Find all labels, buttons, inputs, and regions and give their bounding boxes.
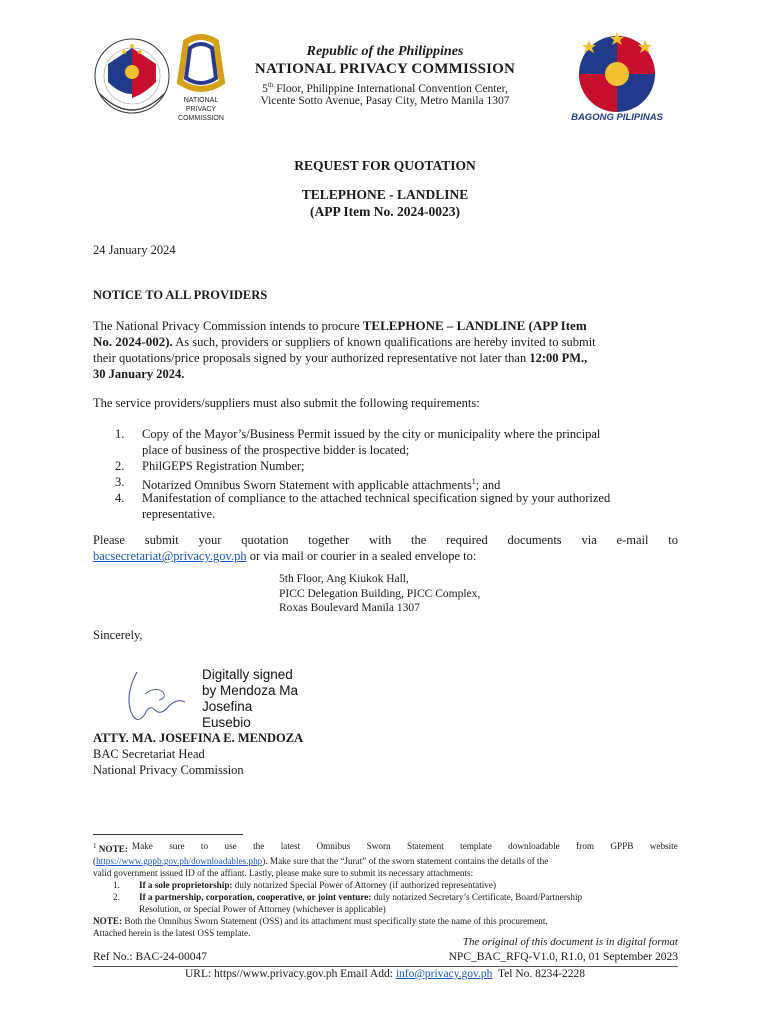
npc-logo-text-2: PRIVACY bbox=[185, 106, 217, 113]
submit-word: submit bbox=[144, 533, 179, 547]
requirements-intro: The service providers/suppliers must also submit the following requirements: bbox=[93, 396, 480, 410]
philippine-seal-logo bbox=[92, 34, 172, 120]
document-code: NPC_BAC_RFQ-V1.0, R1.0, 01 September 2023 bbox=[448, 951, 678, 963]
footnote-ref: 1 bbox=[471, 477, 476, 486]
submit-word: your bbox=[198, 533, 222, 547]
notice-heading: NOTICE TO ALL PROVIDERS bbox=[93, 288, 268, 302]
requirement-number: 2. bbox=[115, 459, 125, 473]
submit-word: together bbox=[308, 533, 350, 547]
footnote-line3: valid government issued ID of the affiant. Lastly, please make sure to submit its necessary attachments: bbox=[93, 868, 474, 879]
digital-signature-block bbox=[202, 667, 298, 731]
submit-word: Please bbox=[93, 533, 125, 547]
header-address-line2: Vicente Sotto Avenue, Pasay City, Metro Manila 1307 bbox=[260, 95, 510, 107]
intro-text-2: As such, providers or suppliers of known qualifications are hereby invited to submit bbox=[172, 335, 596, 349]
header-republic: Republic of the Philippines bbox=[306, 44, 464, 59]
intro-text-3: their quotations/price proposals signed by your authorized representative not later than bbox=[93, 351, 530, 365]
header-address-line1: 5th Floor, Philippine International Convention Center, bbox=[262, 81, 508, 95]
app-item-number: (APP Item No. 2024-0023) bbox=[310, 204, 460, 219]
mailing-address-line: Roxas Boulevard Manila 1307 bbox=[279, 602, 420, 614]
digital-signature-line: Josefina bbox=[202, 699, 253, 714]
intro-deadline-time: 12:00 PM., bbox=[529, 351, 588, 365]
footer-contact bbox=[0, 968, 770, 980]
footer-tel: Tel No. 8234-2228 bbox=[492, 968, 585, 980]
document-date: 24 January 2024 bbox=[93, 243, 176, 257]
bac-email-link[interactable]: bacsecretariat@privacy.gov.ph bbox=[93, 549, 247, 563]
submit-word: e-mail bbox=[616, 533, 649, 547]
signatory-office: National Privacy Commission bbox=[93, 763, 244, 777]
handwritten-signature bbox=[115, 664, 195, 730]
mailing-address bbox=[279, 572, 480, 616]
submit-word: quotation bbox=[241, 533, 289, 547]
requirement-text: Notarized Omnibus Sworn Statement with applicable attachments$^1$; and bbox=[142, 477, 501, 493]
intro-text-1: The National Privacy Commission intends to procure bbox=[93, 319, 363, 333]
intro-item-bold: TELEPHONE – LANDLINE (APP Item bbox=[362, 318, 587, 333]
submit-word: documents bbox=[507, 533, 562, 547]
npc-logo-text-3: COMMISSION bbox=[178, 115, 224, 122]
requirement-number: 3. bbox=[115, 475, 125, 489]
submit-word: the bbox=[411, 533, 427, 547]
requirement-number: 4. bbox=[115, 491, 125, 505]
npc-logo-text-1: NATIONAL bbox=[183, 97, 219, 104]
signatory-position: BAC Secretariat Head bbox=[93, 747, 205, 761]
requirement-text: Manifestation of compliance to the attached technical specification signed by your authorized representative. bbox=[142, 491, 611, 521]
footnote-separator bbox=[93, 834, 243, 835]
submit-instructions-line1 bbox=[93, 532, 678, 548]
submit-word: to bbox=[668, 533, 678, 547]
footnote: $^1$ NOTE: Make sure to use the latest Omnibus Sworn Statement template downloadable from GPPB website (https://www.gppb.gov.ph/downloadables.php). Make sure that the “Jurat” of the sworn statement contains the details of the valid government issued ID of the affiant. Lastly, please make sure to submit its necessary attachments: 1. If a sole proprietorship: duly notarized Special Power of Attorney (if authorized representative) 2. If a partnership, corporation, cooperative, or joint venture: duly notarized Secretary’s Certificate, Board/Partnership Resolution, or Special Power of Attorney (whichever is applicable) NOTE: Both the Omnibus Sworn Statement (OSS) and its attachment must specifically state the name of this procurement. Attached herein is the latest OSS template. bbox=[93, 841, 678, 939]
submit-instructions-line2 bbox=[93, 548, 476, 564]
bagong-pilipinas-text: BAGONG PILIPINAS bbox=[571, 112, 663, 123]
footnote-line2: ). Make sure that the “Jurat” of the sworn statement contains the details of the bbox=[262, 856, 549, 867]
header-agency-name: NATIONAL PRIVACY COMMISSION bbox=[254, 61, 516, 77]
submit-word: with bbox=[369, 533, 392, 547]
footer-url: URL: https//www.privacy.gov.ph Email Add: bbox=[184, 968, 396, 980]
item-title: TELEPHONE - LANDLINE bbox=[301, 187, 469, 202]
digital-signature-line: by Mendoza Ma bbox=[202, 683, 299, 698]
requirement-text: Copy of the Mayor’s/Business Permit issued by the city or municipality where the principal place of business of the prospective bidder is located; bbox=[142, 427, 601, 457]
reference-number: Ref No.: BAC-24-00047 bbox=[93, 951, 208, 963]
document-title: REQUEST FOR QUOTATION bbox=[294, 158, 476, 173]
submit-word: required bbox=[446, 533, 488, 547]
footnote-note-label: NOTE: bbox=[98, 844, 128, 855]
submit-word: via bbox=[581, 533, 597, 547]
footer-email-link[interactable]: info@privacy.gov.ph bbox=[395, 968, 493, 980]
digital-signature-line: Digitally signed bbox=[202, 667, 293, 682]
mailing-address-line: PICC Delegation Building, PICC Complex, bbox=[279, 587, 481, 600]
submit-text: or via mail or courier in a sealed envelope to: bbox=[246, 549, 477, 563]
intro-deadline-date: 30 January 2024. bbox=[93, 367, 185, 381]
intro-paragraph bbox=[93, 318, 693, 382]
npc-logo bbox=[172, 34, 230, 124]
requirement-number: 1. bbox=[115, 427, 125, 441]
closing: Sincerely, bbox=[93, 628, 143, 642]
mailing-address-line: 5th Floor, Ang Kiukok Hall, bbox=[279, 573, 409, 585]
bagong-pilipinas-logo bbox=[565, 32, 669, 124]
gppb-link[interactable]: https://www.gppb.gov.ph/downloadables.php bbox=[96, 856, 263, 867]
digital-signature-line: Eusebio bbox=[202, 715, 251, 730]
footnote-line1: Make sure to use the latest Omnibus Sworn Statement template downloadable from GPPB website bbox=[131, 841, 678, 851]
digital-format-note: The original of this document is in digital format bbox=[462, 936, 678, 948]
signatory-name: ATTY. MA. JOSEFINA E. MENDOZA bbox=[93, 731, 304, 745]
requirement-text: PhilGEPS Registration Number; bbox=[142, 459, 305, 473]
footnote-marker: 1 bbox=[93, 842, 97, 850]
footer-rule bbox=[93, 966, 678, 967]
intro-app-bold: No. 2024-002). bbox=[93, 334, 173, 349]
